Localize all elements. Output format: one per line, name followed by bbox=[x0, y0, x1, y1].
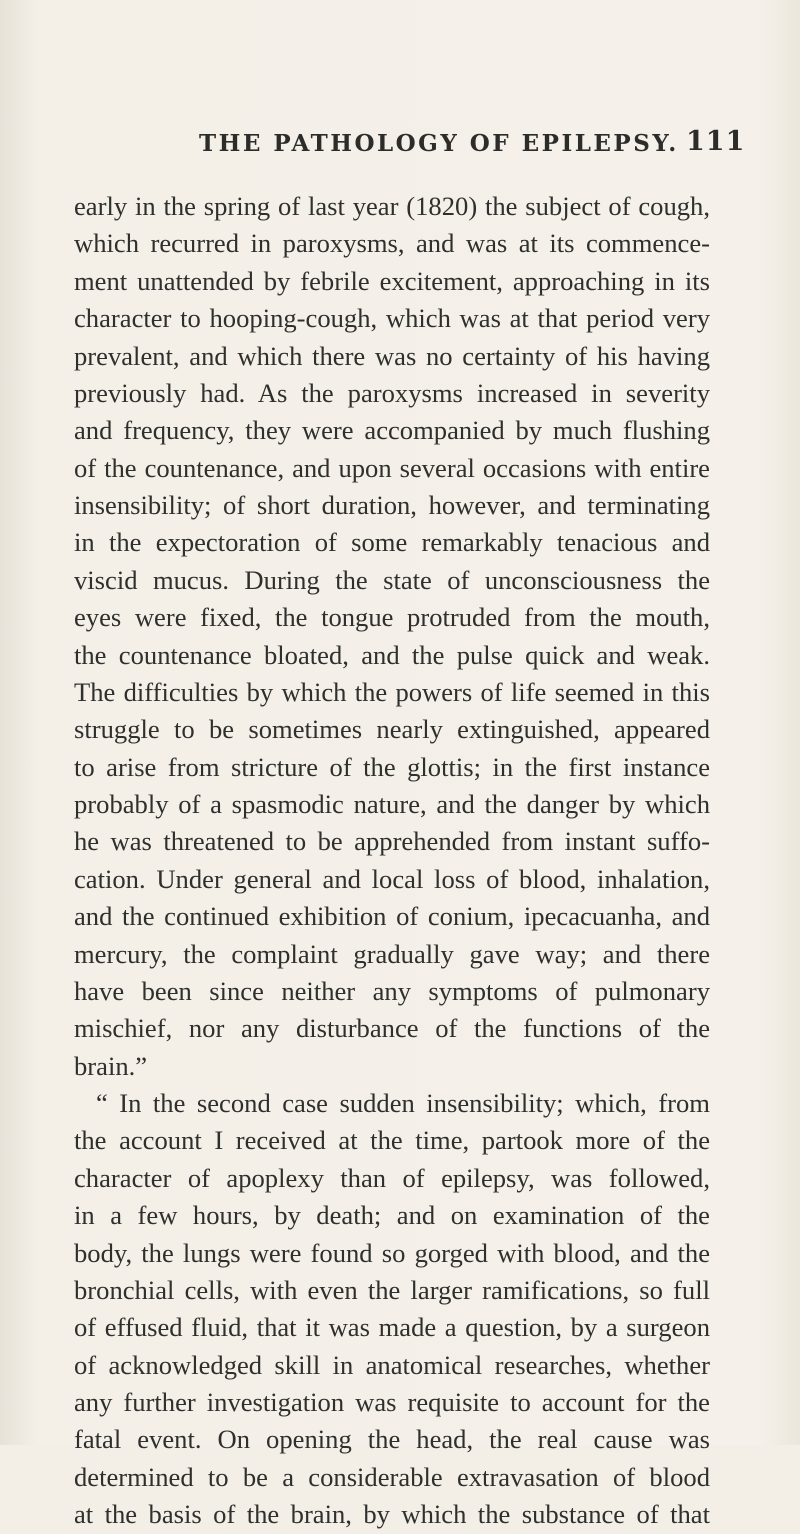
text-line: in the expectoration of some remarkably tenacious and bbox=[74, 527, 710, 558]
text-line: any further investigation was requisite to account for the bbox=[74, 1387, 710, 1417]
text-line: have been since neither any symptoms of pulmonary bbox=[74, 975, 710, 1006]
text-line: previously had. As the paroxysms increased in severity bbox=[74, 377, 710, 408]
text-line: bronchial cells, with even the larger ramifications, so full bbox=[74, 1274, 710, 1305]
text-line: and frequency, they were accompanied by much flushing bbox=[74, 415, 710, 446]
text-line: early in the spring of last year (1820) the subject of cough, bbox=[74, 191, 710, 221]
body-text bbox=[74, 188, 710, 1534]
text-line: to arise from stricture of the glottis; in the first instance bbox=[74, 751, 710, 782]
text-line: cation. Under general and local loss of blood, inhalation, bbox=[74, 863, 710, 894]
text-line: character of apoplexy than of epilepsy, was followed, bbox=[74, 1162, 710, 1193]
text-line: the countenance bloated, and the pulse quick and weak. bbox=[74, 639, 710, 670]
text-line: eyes were fixed, the tongue protruded from the mouth, bbox=[74, 602, 710, 633]
page-number: 111 bbox=[686, 126, 746, 157]
text-line: the account I received at the time, partook more of the bbox=[74, 1125, 710, 1156]
text-line: and the continued exhibition of conium, ipecacuanha, and bbox=[74, 901, 710, 932]
text-line: determined to be a considerable extravasation of blood bbox=[74, 1461, 710, 1492]
text-line: struggle to be sometimes nearly extinguished, appeared bbox=[74, 714, 710, 745]
text-line: in a few hours, by death; and on examination of the bbox=[74, 1200, 710, 1231]
text-line: of effused fluid, that it was made a question, by a surgeon bbox=[74, 1312, 710, 1343]
text-line: mercury, the complaint gradually gave way; and there bbox=[74, 938, 710, 969]
text-line: probably of a spasmodic nature, and the danger by which bbox=[74, 789, 710, 819]
text-line: prevalent, and which there was no certainty of his having bbox=[74, 340, 710, 371]
text-line: body, the lungs were found so gorged with blood, and the bbox=[74, 1237, 710, 1268]
text-line: fatal event. On opening the head, the real cause was bbox=[74, 1424, 710, 1455]
text-line: which recurred in paroxysms, and was at its commence- bbox=[74, 228, 710, 259]
text-line: mischief, nor any disturbance of the functions of the bbox=[74, 1013, 710, 1044]
text-line: of the countenance, and upon several occasions with entire bbox=[74, 452, 710, 483]
text-line: ment unattended by febrile excitement, approaching in its bbox=[74, 265, 710, 296]
text-line: at the basis of the brain, by which the substance of that bbox=[74, 1499, 710, 1530]
running-title: THE PATHOLOGY OF EPILEPSY. bbox=[199, 130, 679, 157]
text-line: character to hooping-cough, which was at that period very bbox=[74, 303, 710, 334]
paragraph-start-line: “ In the second case sudden insensibility; which, from bbox=[96, 1088, 710, 1118]
text-line: of acknowledged skill in anatomical researches, whether bbox=[74, 1349, 710, 1380]
text-line: insensibility; of short duration, however, and terminating bbox=[74, 490, 710, 520]
text-line: viscid mucus. During the state of unconsciousness the bbox=[74, 564, 710, 595]
text-line: he was threatened to be apprehended from instant suffo- bbox=[74, 826, 710, 857]
text-line: The difficulties by which the powers of life seemed in this bbox=[74, 676, 710, 707]
page-header bbox=[0, 122, 800, 166]
paragraph-end-line: brain.” bbox=[74, 1050, 148, 1081]
